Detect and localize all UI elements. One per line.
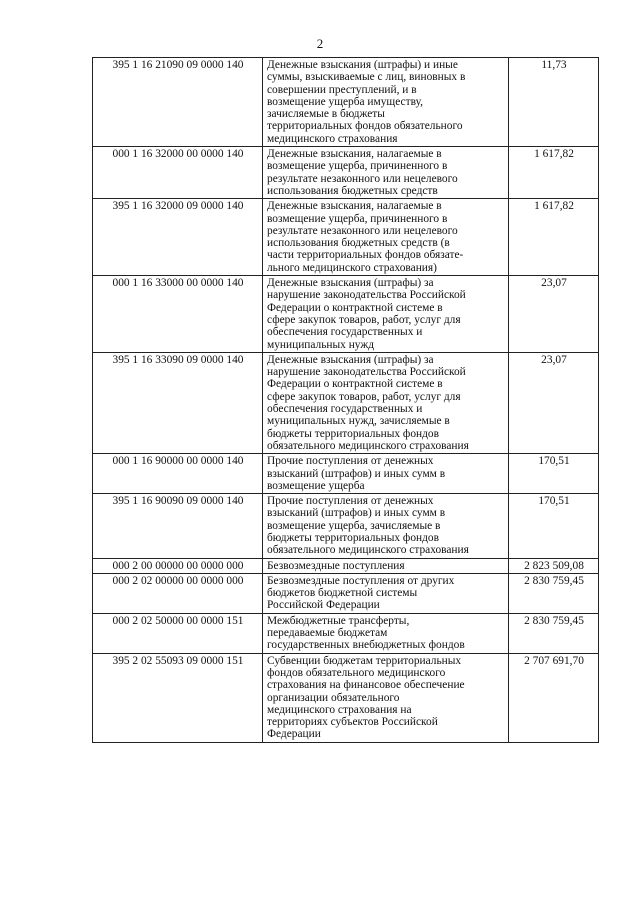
- classification-code-cell: 000 2 02 00000 00 0000 000: [93, 573, 263, 613]
- amount-cell: 170,51: [509, 454, 599, 494]
- income-name-cell: Межбюджетные трансферты, передаваемые бюджетам государственных внебюджетных фондов: [263, 613, 509, 653]
- amount-cell: 2 830 759,45: [509, 573, 599, 613]
- income-name-cell: Субвенции бюджетам территориальных фондов обязательного медицинского страхования на финансовое обеспечение организации обязательного медицинского страхования на территориях субъектов Российской Федерации: [263, 653, 509, 742]
- classification-code-cell: 395 2 02 55093 09 0000 151: [93, 653, 263, 742]
- income-name-cell: Денежные взыскания (штрафы) за нарушение законодательства Российской Федерации о контрактной системе в сфере закупок товаров, работ, услуг для обеспечения государственных и муниципальных нужд: [263, 276, 509, 353]
- classification-code-cell: 000 1 16 90000 00 0000 140: [93, 454, 263, 494]
- classification-code-cell: 395 1 16 33090 09 0000 140: [93, 352, 263, 453]
- table-row: [93, 494, 599, 558]
- table-row: [93, 653, 599, 742]
- income-name-cell: Прочие поступления от денежных взысканий (штрафов) и иных сумм в возмещение ущерба: [263, 454, 509, 494]
- amount-cell: 1 617,82: [509, 199, 599, 276]
- classification-code-cell: 000 2 02 50000 00 0000 151: [93, 613, 263, 653]
- amount-cell: 2 823 509,08: [509, 558, 599, 573]
- table-row: [93, 573, 599, 613]
- amount-cell: 2 830 759,45: [509, 613, 599, 653]
- income-name-cell: Денежные взыскания (штрафы) и иные суммы, взыскиваемые с лиц, виновных в совершении преступлений, и в возмещение ущерба имуществу, зачисляемые в бюджеты территориальных фондов обязательного медицинского страхования: [263, 58, 509, 147]
- classification-code-cell: 000 1 16 32000 00 0000 140: [93, 147, 263, 199]
- table-row: [93, 58, 599, 147]
- table-row: [93, 276, 599, 353]
- income-name-cell: Денежные взыскания (штрафы) за нарушение законодательства Российской Федерации о контрактной системе в сфере закупок товаров, работ, услуг для обеспечения государственных и муниципальных нужд, зачисляемые в бюджеты территориальных фондов обязательного медицинского страхования: [263, 352, 509, 453]
- table-row: [93, 352, 599, 453]
- income-name-cell: Денежные взыскания, налагаемые в возмещение ущерба, причиненного в результате незаконного или нецелевого использования бюджетных средств: [263, 147, 509, 199]
- classification-code-cell: 000 1 16 33000 00 0000 140: [93, 276, 263, 353]
- table-row: [93, 147, 599, 199]
- classification-code-cell: 000 2 00 00000 00 0000 000: [93, 558, 263, 573]
- amount-cell: 11,73: [509, 58, 599, 147]
- income-name-cell: Безвозмездные поступления: [263, 558, 509, 573]
- table-row: [93, 454, 599, 494]
- amount-cell: 2 707 691,70: [509, 653, 599, 742]
- income-name-cell: Денежные взыскания, налагаемые в возмещение ущерба, причиненного в результате незаконного или нецелевого использования бюджетных средств (в части территориальных фондов обязате- льного медицинского страхования): [263, 199, 509, 276]
- amount-cell: 170,51: [509, 494, 599, 558]
- amount-cell: 23,07: [509, 276, 599, 353]
- income-name-cell: Безвозмездные поступления от других бюджетов бюджетной системы Российской Федерации: [263, 573, 509, 613]
- page-number: 2: [316, 36, 324, 51]
- classification-code-cell: 395 1 16 90090 09 0000 140: [93, 494, 263, 558]
- classification-code-cell: 395 1 16 21090 09 0000 140: [93, 58, 263, 147]
- table-row: [93, 558, 599, 573]
- amount-cell: 23,07: [509, 352, 599, 453]
- income-name-cell: Прочие поступления от денежных взысканий (штрафов) и иных сумм в возмещение ущерба, зачисляемые в бюджеты территориальных фондов обязательного медицинского страхования: [263, 494, 509, 558]
- budget-income-table: [92, 57, 599, 743]
- table-row: [93, 199, 599, 276]
- classification-code-cell: 395 1 16 32000 09 0000 140: [93, 199, 263, 276]
- table-row: [93, 613, 599, 653]
- amount-cell: 1 617,82: [509, 147, 599, 199]
